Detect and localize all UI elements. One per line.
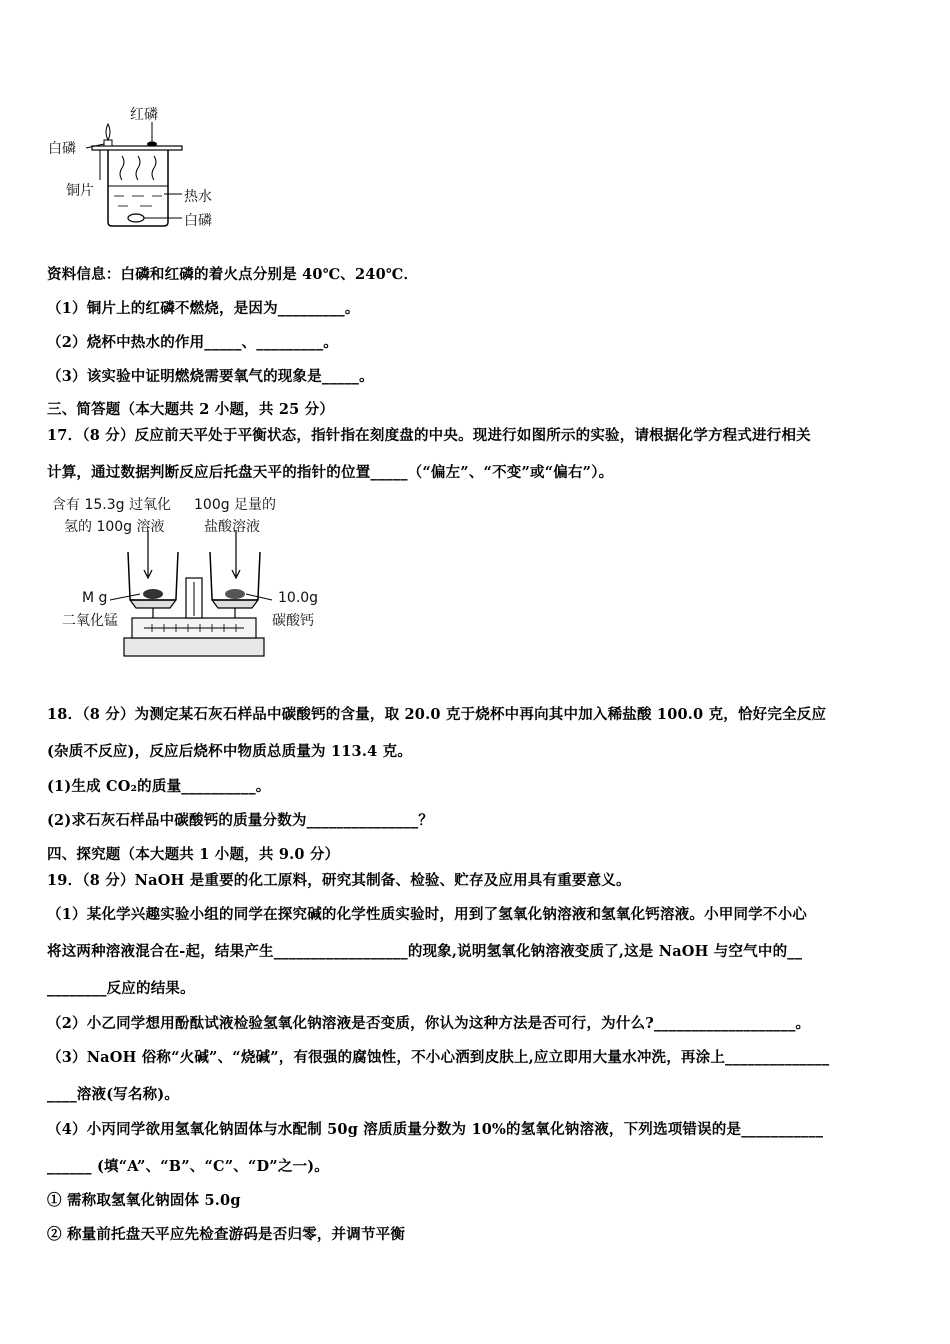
q19-part4-line2: ______ (填“A”、“B”、“C”、“D”之一)。 <box>47 1158 329 1175</box>
label-copper-sheet: 铜片 <box>66 183 94 199</box>
label-caco3-mass: 10.0g <box>278 590 319 606</box>
q19-part1-line3: ________反应的结果。 <box>47 980 195 997</box>
q18-part2: (2)求石灰石样品中碳酸钙的质量分数为_______________？ <box>47 812 434 829</box>
q16-info: 资料信息：白磷和红磷的着火点分别是 40℃、240℃． <box>47 266 419 283</box>
label-h2o2-solution-1: 含有 15.3g 过氧化 <box>52 497 171 513</box>
section-3-title: 三、简答题（本大题共 2 小题，共 25 分） <box>47 401 335 418</box>
label-hcl-solution-2: 盐酸溶液 <box>204 519 260 535</box>
label-mno2: 二氧化锰 <box>62 613 118 629</box>
q19-part3-line1: （3）NaOH 俗称“火碱”、“烧碱”，有很强的腐蚀性，不小心洒到皮肤上,应立即用大量水冲洗，再涂上______________ <box>47 1049 830 1066</box>
q18-part1: (1)生成 CO₂的质量__________。 <box>47 778 271 795</box>
label-mno2-mass: M g <box>82 590 108 606</box>
label-h2o2-solution-2: 氢的 100g 溶液 <box>64 519 165 535</box>
q16-part3: （3）该实验中证明燃烧需要氧气的现象是_____。 <box>47 368 374 385</box>
q19-option-2: ② 称量前托盘天平应先检查游码是否归零，并调节平衡 <box>47 1226 406 1243</box>
q19-intro: 19．（8 分）NaOH 是重要的化工原料，研究其制备、检验、贮存及应用具有重要意义。 <box>47 872 631 889</box>
q16-part1: （1）铜片上的红磷不燃烧，是因为_________。 <box>47 300 360 317</box>
q17-line1: 17．（8 分）反应前天平处于平衡状态，指针指在刻度盘的中央。现进行如图所示的实验，请根据化学方程式进行相关 <box>47 427 811 444</box>
label-white-phosphorus-top: 白磷 <box>48 141 76 157</box>
q19-part1-line2: 将这两种溶液混合在-起，结果产生__________________的现象,说明氢氧化钠溶液变质了,这是 NaOH 与空气中的__ <box>47 943 803 960</box>
label-hot-water: 热水 <box>184 189 212 205</box>
q17-line2: 计算，通过数据判断反应后托盘天平的指针的位置_____（“偏左”、“不变”或“偏右”）。 <box>47 464 614 481</box>
section-4-title: 四、探究题（本大题共 1 小题，共 9.0 分） <box>47 846 340 863</box>
label-caco3: 碳酸钙 <box>272 613 314 629</box>
q18-line1: 18．（8 分）为测定某石灰石样品中碳酸钙的含量，取 20.0 克于烧杯中再向其中加入稀盐酸 100.0 克，恰好完全反应 <box>47 706 827 723</box>
q19-part4-line1: （4）小丙同学欲用氢氧化钠固体与水配制 50g 溶质质量分数为 10%的氢氧化钠溶液，下列选项错误的是___________ <box>47 1121 824 1138</box>
label-white-phosphorus-bottom: 白磷 <box>184 213 212 229</box>
q19-option-1: ① 需称取氢氧化钠固体 5.0g <box>47 1192 241 1209</box>
q19-part1-line1: （1）某化学兴趣实验小组的同学在探究碱的化学性质实验时，用到了氢氧化钠溶液和氢氧化钙溶液。小甲同学不小心 <box>47 906 807 923</box>
q16-part2: （2）烧杯中热水的作用_____、_________。 <box>47 334 338 351</box>
label-hcl-solution-1: 100g 足量的 <box>194 497 277 513</box>
q19-part3-line2: ____溶液(写名称)。 <box>47 1086 180 1103</box>
q19-part2: （2）小乙同学想用酚酞试液检验氢氧化钠溶液是否变质，你认为这种方法是否可行，为什么?___________________。 <box>47 1015 811 1032</box>
q18-line2: (杂质不反应)，反应后烧杯中物质总质量为 113.4 克。 <box>47 743 413 760</box>
label-red-phosphorus: 红磷 <box>130 107 158 123</box>
